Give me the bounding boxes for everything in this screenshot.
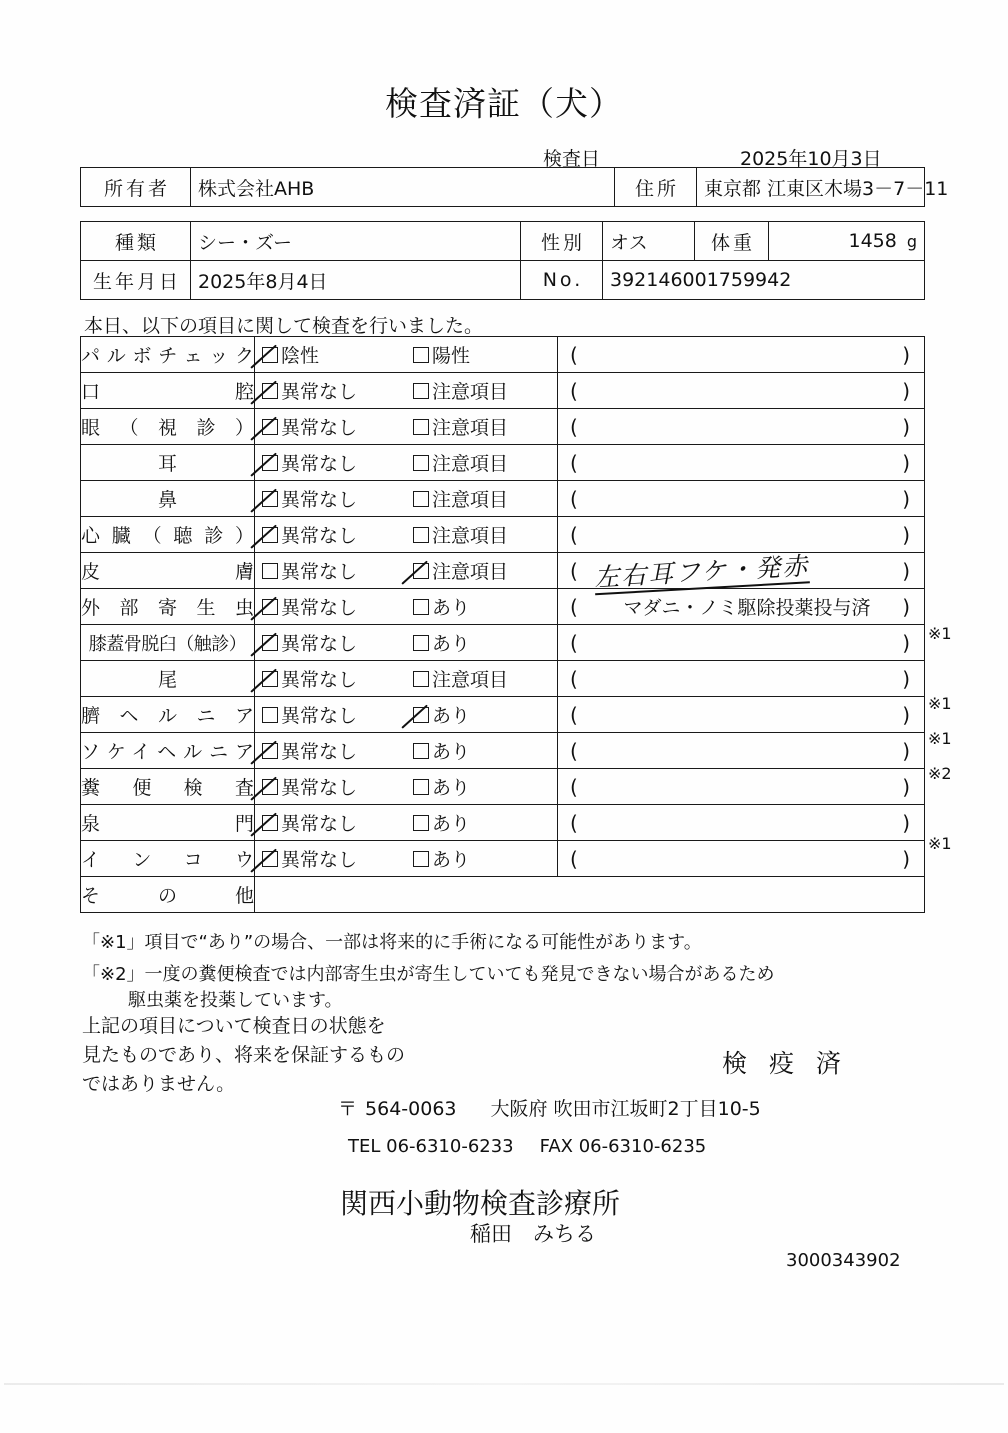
close-paren: )	[902, 738, 910, 763]
exam-row	[81, 373, 925, 409]
checkbox-option-label: あり	[432, 741, 471, 763]
checkbox-option-label: 注意項目	[432, 489, 509, 511]
checkbox-icon[interactable]	[413, 419, 429, 435]
quarantine-stamp: 検 疫 済	[722, 1049, 848, 1078]
examination-table	[80, 336, 925, 913]
footnote-marker: ※1	[928, 834, 952, 853]
exam-row-label: そ の 他	[81, 885, 254, 907]
exam-row-label: ソケイヘルニア	[81, 741, 254, 763]
checkbox-option-a[interactable]	[255, 845, 407, 872]
exam-row-label: インコウ	[81, 849, 254, 871]
exam-row-label: 鼻	[157, 489, 177, 511]
exam-row	[81, 409, 925, 445]
close-paren: )	[902, 630, 910, 655]
checkbox-option-label: 異常なし	[281, 813, 358, 835]
checkbox-option-b[interactable]	[407, 377, 508, 404]
weight-cell	[769, 222, 925, 261]
close-paren: )	[902, 558, 910, 583]
exam-row-options	[255, 337, 558, 373]
checkbox-option-label: あり	[432, 777, 471, 799]
close-paren: )	[902, 414, 910, 439]
open-paren: (	[570, 522, 578, 547]
open-paren: (	[570, 450, 578, 475]
breed-label: 種類	[81, 222, 191, 261]
exam-row	[81, 805, 925, 841]
close-paren: )	[902, 594, 910, 619]
checked-checkbox-icon[interactable]	[262, 851, 278, 867]
checkbox-icon[interactable]	[262, 707, 278, 723]
footnote-1: 「※1」項目で“あり”の場合、一部は将来的に手術になる可能性があります。	[82, 932, 702, 953]
exam-row-note-cell[interactable]	[558, 550, 925, 592]
checkbox-option-label: 注意項目	[432, 381, 509, 403]
checkbox-option-a[interactable]	[255, 377, 407, 404]
checkbox-option-label: 異常なし	[281, 777, 358, 799]
close-paren: )	[902, 450, 910, 475]
footnote-marker	[928, 546, 998, 581]
checkbox-option-label: 異常なし	[281, 669, 358, 691]
checkbox-option-label: あり	[432, 633, 471, 655]
open-paren: (	[570, 630, 578, 655]
exam-row	[81, 769, 925, 805]
checkbox-option-label: 異常なし	[281, 453, 358, 475]
exam-row-label: 糞便検査	[81, 777, 254, 799]
open-paren: (	[570, 666, 578, 691]
close-paren: )	[902, 522, 910, 547]
checked-checkbox-icon[interactable]	[262, 635, 278, 651]
exam-row-label-cell	[81, 517, 255, 553]
sex-label: 性別	[521, 222, 603, 261]
footnote-2-line1: 「※2」一度の糞便検査では内部寄生虫が寄生していても発見できない場合があるため	[82, 964, 775, 985]
checkbox-option-label: 異常なし	[281, 381, 358, 403]
exam-row-options	[255, 769, 558, 805]
checkbox-icon[interactable]	[413, 851, 429, 867]
address-label: 住所	[615, 168, 697, 207]
exam-row	[81, 733, 925, 769]
checkbox-option-b[interactable]	[407, 485, 508, 512]
exam-row-label: 口 腔	[81, 381, 254, 403]
footnote-marker: ※1	[928, 694, 952, 713]
checkbox-option-b[interactable]	[407, 413, 508, 440]
checkbox-option-label: 異常なし	[281, 597, 358, 619]
exam-row-options	[255, 445, 558, 481]
sex-value: オス	[603, 222, 695, 261]
checkbox-option-b[interactable]	[407, 737, 470, 764]
open-paren: (	[570, 342, 578, 367]
checked-checkbox-icon[interactable]	[262, 743, 278, 759]
checked-checkbox-icon[interactable]	[262, 491, 278, 507]
checkbox-option-b[interactable]	[407, 845, 470, 872]
owner-label: 所有者	[81, 168, 191, 207]
open-paren: (	[570, 846, 578, 871]
exam-row-label: パルボチェック	[81, 345, 254, 367]
exam-row-label-cell	[81, 661, 255, 697]
clinic-fax: FAX 06-6310-6235	[539, 1136, 707, 1157]
exam-row-note-cell[interactable]	[558, 661, 925, 697]
exam-row-label-cell	[81, 445, 255, 481]
open-paren: (	[570, 738, 578, 763]
checkbox-option-label: 注意項目	[432, 561, 509, 583]
exam-row	[81, 661, 925, 697]
exam-row-label: 外部寄生虫	[81, 597, 254, 619]
checkbox-icon[interactable]	[413, 383, 429, 399]
exam-date-value: 2025年10月3日	[740, 148, 882, 170]
exam-row-label: 皮 膚	[81, 561, 254, 583]
exam-row	[81, 589, 925, 625]
footnote-marker-column	[928, 336, 998, 896]
checkbox-icon[interactable]	[413, 599, 429, 615]
checkbox-option-label: 異常なし	[281, 741, 358, 763]
exam-row-options	[255, 589, 558, 625]
exam-row	[81, 553, 925, 589]
checkbox-icon[interactable]	[413, 671, 429, 687]
checked-checkbox-icon[interactable]	[413, 707, 429, 723]
footnote-marker	[928, 511, 998, 546]
checkbox-option-a[interactable]	[255, 413, 407, 440]
animal-table	[80, 221, 925, 300]
footnote-marker	[928, 791, 998, 826]
clinic-zip: 564-0063	[365, 1098, 457, 1120]
exam-row-options	[255, 481, 558, 517]
checkbox-option-label: 異常なし	[281, 489, 358, 511]
checkbox-option-a[interactable]	[255, 593, 407, 620]
exam-row-label: 耳	[157, 453, 177, 475]
postal-mark-icon: 〒	[338, 1098, 358, 1120]
exam-row-note-cell[interactable]	[558, 517, 925, 553]
close-paren: )	[902, 810, 910, 835]
open-paren: (	[570, 378, 578, 403]
checkbox-option-b[interactable]	[407, 521, 508, 548]
address-value: 東京都 江東区木場3－7－11	[697, 168, 925, 207]
disclaimer-text	[82, 1012, 405, 1099]
open-paren: (	[570, 414, 578, 439]
checkbox-option-a[interactable]	[255, 521, 407, 548]
other-field[interactable]	[255, 877, 925, 913]
exam-row-options	[255, 373, 558, 409]
checked-checkbox-icon[interactable]	[262, 671, 278, 687]
exam-row-label: 眼（視診）	[81, 417, 254, 439]
checked-checkbox-icon[interactable]	[413, 563, 429, 579]
exam-row	[81, 445, 925, 481]
exam-row-label-cell	[81, 553, 255, 589]
weight-unit: g	[906, 232, 917, 251]
checkbox-option-label: あり	[432, 849, 471, 871]
exam-row	[81, 337, 925, 373]
exam-row	[81, 625, 925, 661]
clinic-address-text: 大阪府 吹田市江坂町2丁目10-5	[490, 1098, 761, 1120]
checkbox-option-label: 異常なし	[281, 525, 358, 547]
open-paren: (	[570, 558, 578, 583]
checked-checkbox-icon[interactable]	[262, 383, 278, 399]
exam-row-note-cell[interactable]	[558, 805, 925, 841]
open-paren: (	[570, 702, 578, 727]
exam-row-note-cell[interactable]	[558, 589, 925, 625]
checkbox-option-a[interactable]	[255, 341, 407, 368]
checked-checkbox-icon[interactable]	[262, 455, 278, 471]
checked-checkbox-icon[interactable]	[262, 779, 278, 795]
checkbox-icon[interactable]	[413, 815, 429, 831]
checkbox-option-b[interactable]	[407, 809, 470, 836]
checkbox-icon[interactable]	[413, 347, 429, 363]
footnote-marker	[928, 861, 998, 896]
footnote-marker	[928, 581, 998, 616]
checkbox-option-label: あり	[432, 813, 471, 835]
checked-checkbox-icon[interactable]	[262, 347, 278, 363]
exam-row-options	[255, 661, 558, 697]
checkbox-option-b[interactable]	[407, 557, 508, 584]
checkbox-icon[interactable]	[413, 743, 429, 759]
disclaimer-line-1: 上記の項目について検査日の状態を	[82, 1015, 386, 1037]
exam-row-options	[255, 733, 558, 769]
checkbox-icon[interactable]	[413, 455, 429, 471]
footnote-marker	[928, 336, 998, 371]
exam-row-options	[255, 805, 558, 841]
birth-value: 2025年8月4日	[191, 261, 521, 300]
footnote-2-line2: 駆虫薬を投薬しています。	[128, 990, 343, 1011]
checkbox-icon[interactable]	[413, 779, 429, 795]
footnote-marker: ※1	[928, 624, 952, 643]
close-paren: )	[902, 342, 910, 367]
footnote-marker	[928, 476, 998, 511]
exam-row-label-cell	[81, 841, 255, 877]
exam-row-label-cell	[81, 589, 255, 625]
open-paren: (	[570, 486, 578, 511]
no-label: No.	[521, 261, 603, 300]
exam-row-note-cell[interactable]	[558, 481, 925, 517]
footnote-marker: ※1	[928, 729, 952, 748]
printed-note: マダニ・ノミ駆除投薬投与済	[623, 597, 871, 619]
checkbox-option-label: 異常なし	[281, 417, 358, 439]
owner-value: 株式会社AHB	[191, 168, 615, 207]
checkbox-option-b[interactable]	[407, 629, 470, 656]
owner-table	[80, 167, 949, 207]
exam-row-label: 泉 門	[81, 813, 254, 835]
checkbox-option-a[interactable]	[255, 809, 407, 836]
breed-row	[81, 222, 925, 261]
checked-checkbox-icon[interactable]	[262, 419, 278, 435]
checkbox-option-label: 異常なし	[281, 561, 358, 583]
exam-row-note-cell[interactable]	[558, 769, 925, 805]
exam-row-note-cell[interactable]	[558, 409, 925, 445]
owner-row	[81, 168, 925, 207]
checkbox-option-label: 異常なし	[281, 705, 358, 727]
exam-date-label: 検査日	[542, 148, 600, 170]
exam-row-note-cell[interactable]	[558, 625, 925, 661]
footnote-marker	[928, 371, 998, 406]
exam-row-label-cell	[81, 769, 255, 805]
checkbox-option-a[interactable]	[255, 665, 407, 692]
checkbox-option-label: 注意項目	[432, 417, 509, 439]
checkbox-option-a[interactable]	[255, 773, 407, 800]
exam-row-options	[255, 625, 558, 661]
clinic-contact	[348, 1136, 706, 1157]
disclaimer-line-3: ではありません。	[82, 1073, 236, 1095]
exam-row-label-cell	[81, 409, 255, 445]
clinic-name: 関西小動物検査診療所	[340, 1187, 621, 1220]
intro-text: 本日、以下の項目に関して検査を行いました。	[84, 315, 484, 337]
exam-row	[81, 697, 925, 733]
exam-row-label-cell	[81, 373, 255, 409]
checkbox-option-a[interactable]	[255, 737, 407, 764]
footnote-marker	[928, 651, 998, 686]
exam-row-label-cell	[81, 481, 255, 517]
exam-row-options	[255, 409, 558, 445]
checkbox-option-a[interactable]	[255, 449, 407, 476]
exam-row-label: 臍ヘルニア	[81, 705, 254, 727]
exam-row-label-cell	[81, 337, 255, 373]
close-paren: )	[902, 486, 910, 511]
exam-row	[81, 481, 925, 517]
checkbox-option-a[interactable]	[255, 629, 407, 656]
exam-row-note-cell[interactable]	[558, 337, 925, 373]
clinic-address	[338, 1094, 761, 1121]
exam-row-label: 心臓（聴診）	[81, 525, 254, 547]
weight-value: 1458	[848, 230, 897, 252]
checkbox-option-a[interactable]	[255, 557, 407, 584]
close-paren: )	[902, 846, 910, 871]
birth-label: 生年月日	[81, 261, 191, 300]
exam-row-options	[255, 553, 558, 589]
checkbox-option-label: 異常なし	[281, 633, 358, 655]
close-paren: )	[902, 666, 910, 691]
close-paren: )	[902, 378, 910, 403]
checked-checkbox-icon[interactable]	[262, 527, 278, 543]
exam-row-options	[255, 697, 558, 733]
footnote-marker: ※2	[928, 764, 952, 783]
exam-row-label-cell	[81, 697, 255, 733]
checkbox-option-a[interactable]	[255, 485, 407, 512]
exam-row-note-cell[interactable]	[558, 373, 925, 409]
exam-row-note-cell[interactable]	[558, 841, 925, 877]
veterinarian-name: 稲田 みちる	[470, 1222, 596, 1246]
footnote-marker	[928, 441, 998, 476]
checkbox-option-label: あり	[432, 705, 471, 727]
exam-row-label: 膝蓋骨脱臼（触診）	[88, 633, 247, 655]
exam-row-note-cell[interactable]	[558, 697, 925, 733]
exam-row	[81, 841, 925, 877]
checkbox-option-b[interactable]	[407, 593, 470, 620]
checked-checkbox-icon[interactable]	[262, 815, 278, 831]
scan-edge-artifact	[4, 1383, 1004, 1385]
exam-row-label-cell	[81, 877, 255, 913]
open-paren: (	[570, 810, 578, 835]
exam-row-options	[255, 841, 558, 877]
checked-checkbox-icon[interactable]	[262, 599, 278, 615]
checkbox-icon[interactable]	[262, 563, 278, 579]
birth-row	[81, 261, 925, 300]
no-value: 392146001759942	[603, 261, 925, 300]
weight-label: 体重	[695, 222, 769, 261]
checkbox-option-label: 陰性	[281, 345, 320, 367]
document-id: 3000343902	[786, 1250, 901, 1271]
disclaimer-line-2: 見たものであり、将来を保証するもの	[82, 1044, 406, 1066]
exam-row-label-cell	[81, 625, 255, 661]
checkbox-option-b[interactable]	[407, 773, 470, 800]
checkbox-option-a[interactable]	[255, 701, 407, 728]
exam-row-note-cell[interactable]	[558, 445, 925, 481]
checkbox-option-label: 異常なし	[281, 849, 358, 871]
checkbox-option-b[interactable]	[407, 701, 470, 728]
checkbox-option-b[interactable]	[407, 341, 470, 368]
open-paren: (	[570, 594, 578, 619]
page-title: 検査済証（犬）	[385, 84, 623, 123]
checkbox-option-label: 注意項目	[432, 525, 509, 547]
exam-row-options	[255, 517, 558, 553]
checkbox-option-label: あり	[432, 597, 471, 619]
checkbox-icon[interactable]	[413, 527, 429, 543]
checkbox-option-label: 陽性	[432, 345, 471, 367]
handwritten-note: 左右耳フケ・発赤	[593, 546, 810, 594]
breed-value: シー・ズー	[191, 222, 521, 261]
exam-row-label-cell	[81, 733, 255, 769]
checkbox-icon[interactable]	[413, 491, 429, 507]
checkbox-icon[interactable]	[413, 635, 429, 651]
exam-row	[81, 877, 925, 913]
exam-row-label: 尾	[157, 669, 177, 691]
close-paren: )	[902, 774, 910, 799]
checkbox-option-label: 注意項目	[432, 453, 509, 475]
exam-row-label-cell	[81, 805, 255, 841]
checkbox-option-b[interactable]	[407, 449, 508, 476]
close-paren: )	[902, 702, 910, 727]
footnote-marker	[928, 406, 998, 441]
open-paren: (	[570, 774, 578, 799]
checkbox-option-label: 注意項目	[432, 669, 509, 691]
checkbox-option-b[interactable]	[407, 665, 508, 692]
exam-row-note-cell[interactable]	[558, 733, 925, 769]
clinic-tel: TEL 06-6310-6233	[348, 1136, 514, 1157]
